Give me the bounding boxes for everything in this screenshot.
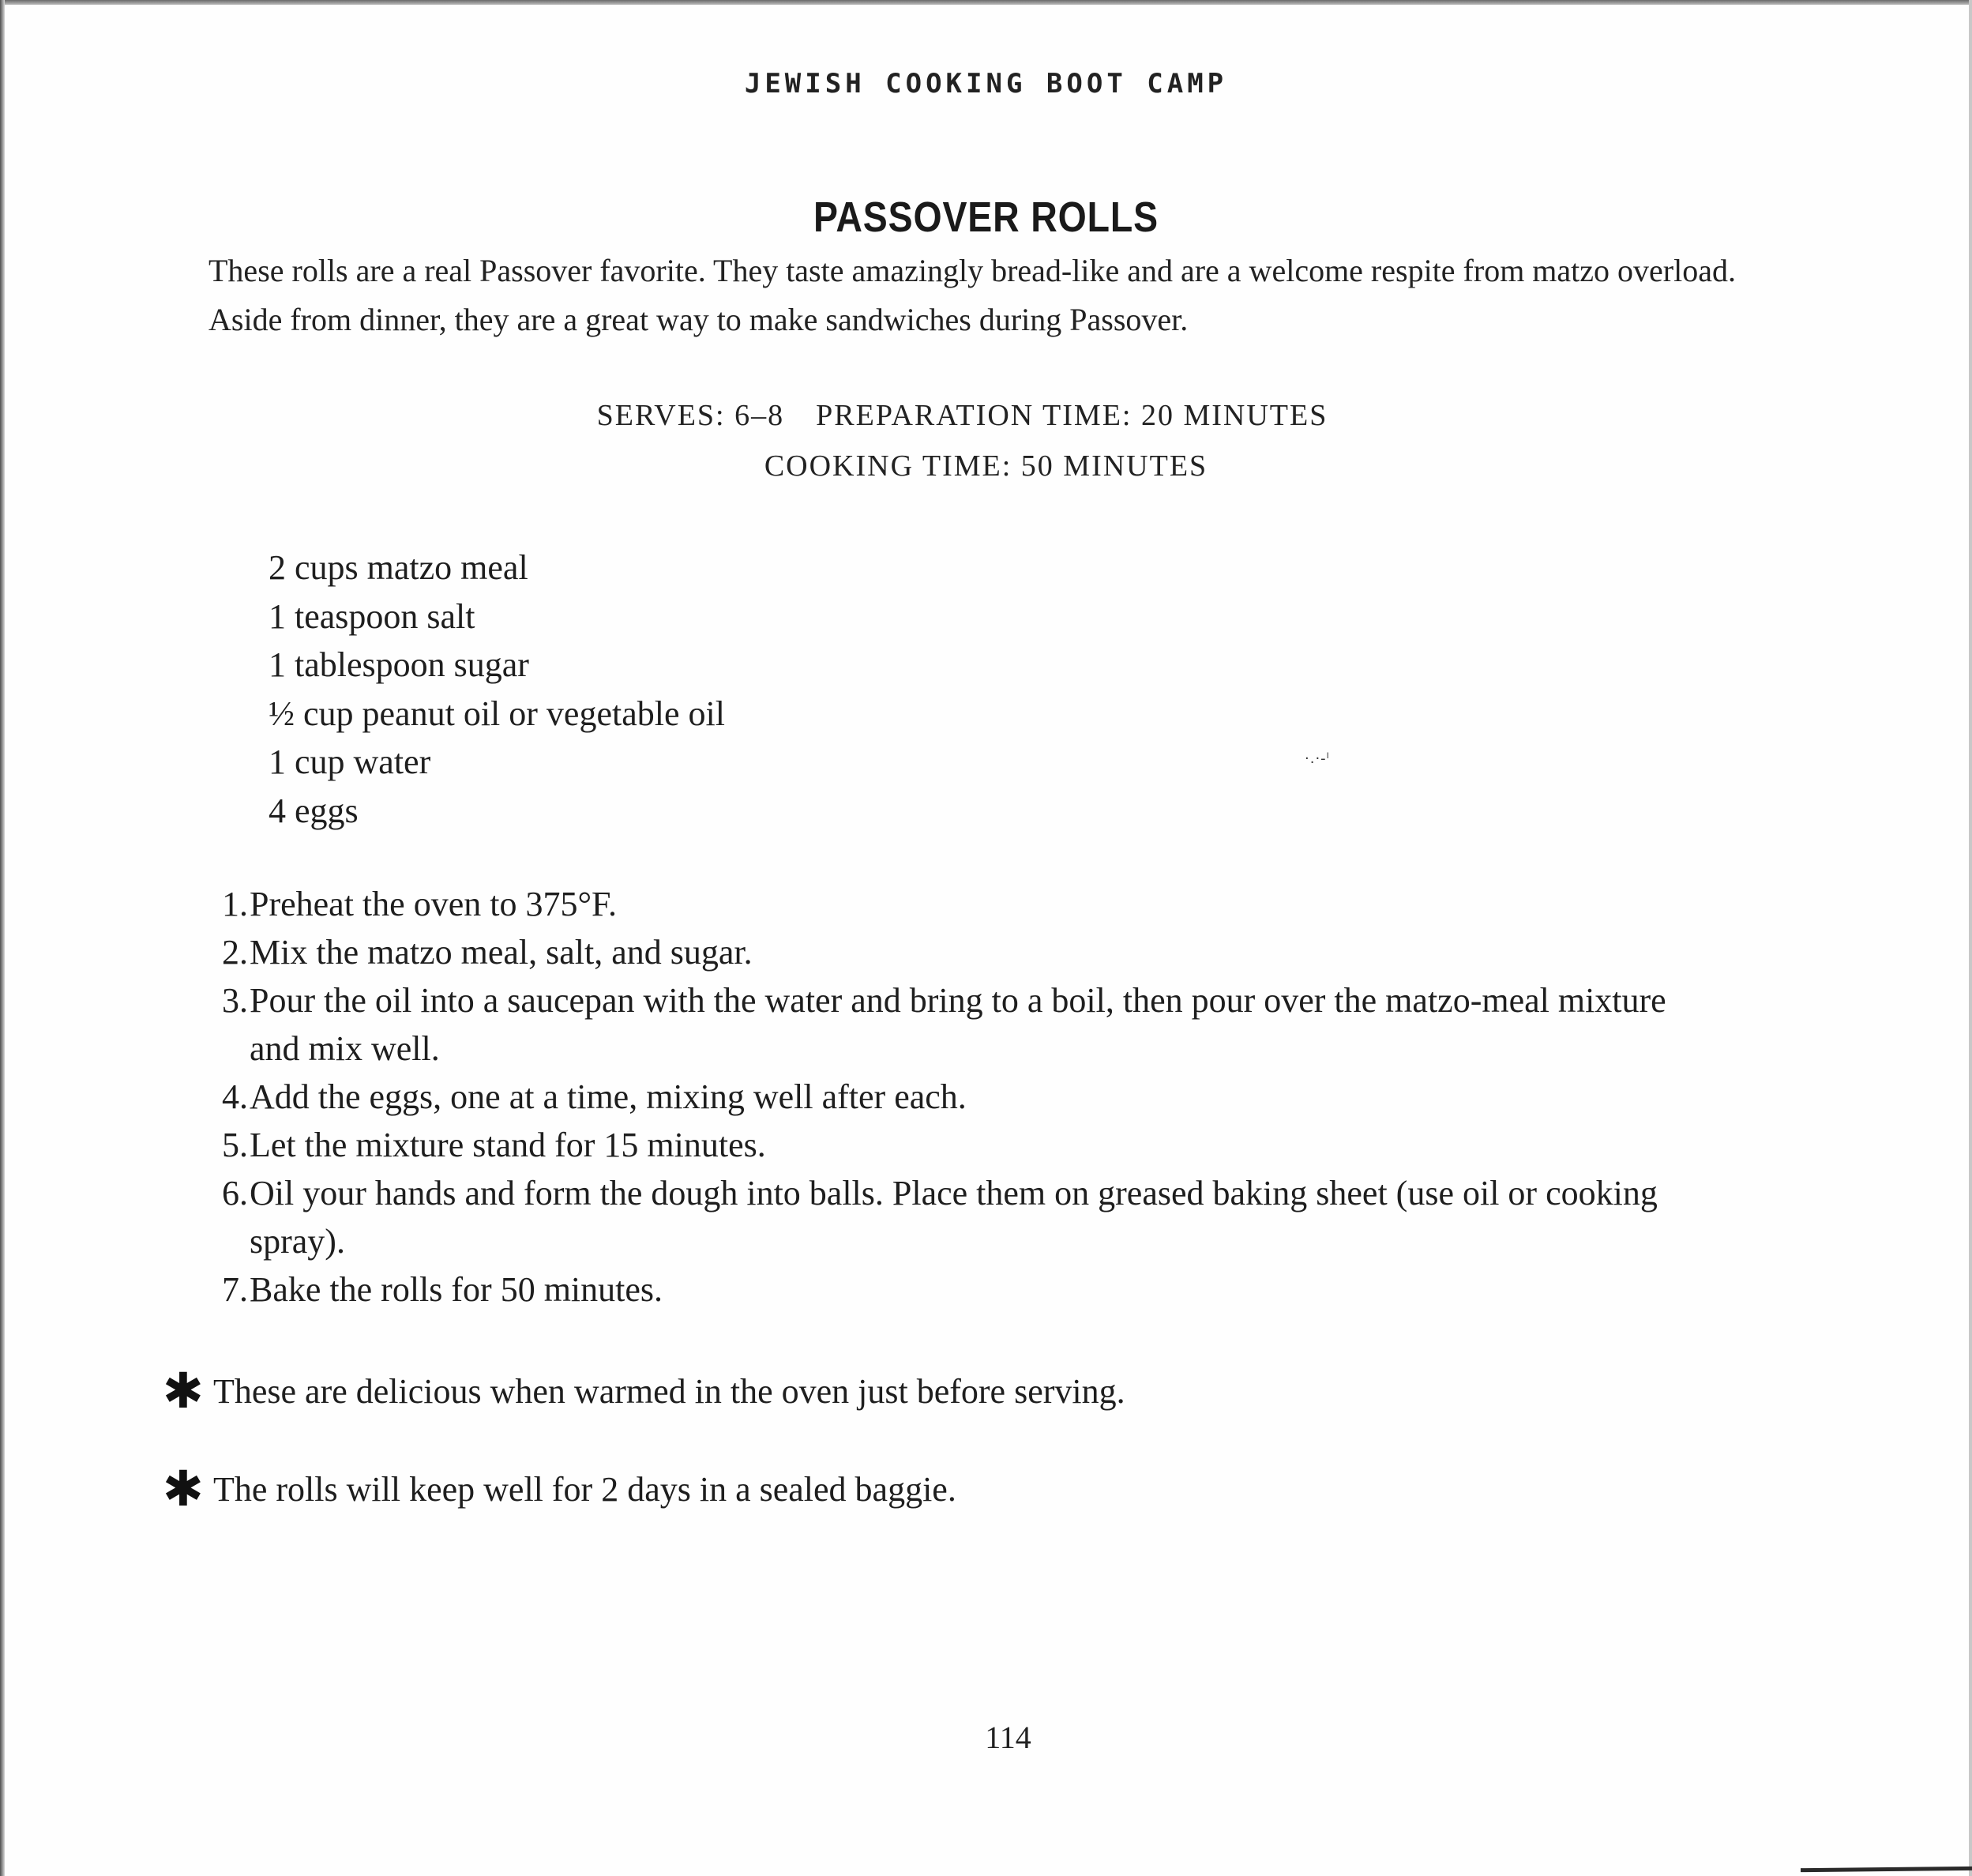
step-number: 2.	[222, 933, 248, 972]
instruction-step	[207, 976, 1707, 1073]
instruction-step	[207, 1265, 1707, 1314]
ingredients-list	[269, 543, 725, 835]
step-text: Preheat the oven to 375°F.	[250, 885, 617, 923]
cook-time: COOKING TIME: 50 MINUTES	[764, 449, 1208, 483]
serves: SERVES: 6–8	[596, 399, 785, 432]
asterisk-icon: ✱	[163, 1362, 204, 1419]
running-head: JEWISH COOKING BOOT CAMP	[744, 68, 1228, 100]
scan-speck: ·.·-ˡ	[1305, 750, 1330, 767]
instruction-step	[207, 1169, 1707, 1265]
step-text: Bake the rolls for 50 minutes.	[250, 1270, 663, 1309]
instruction-step	[207, 1121, 1707, 1169]
instruction-step	[207, 880, 1707, 928]
scan-edge-top	[0, 0, 1972, 5]
recipe-note	[163, 1362, 1125, 1419]
step-text: Let the mixture stand for 15 minutes.	[250, 1126, 766, 1164]
ingredient-item: 1 tablespoon sugar	[269, 645, 529, 684]
prep-time: PREPARATION TIME: 20 MINUTES	[816, 399, 1328, 432]
step-number: 1.	[222, 885, 248, 923]
ingredient-item: 4 eggs	[269, 791, 359, 830]
recipe-intro: These rolls are a real Passover favorite. They taste amazingly bread-like and are a welcome respite from matzo overload. Aside from dinner, they are a great way to make sandwiches during Passover.	[208, 253, 1736, 337]
scan-edge-left	[0, 0, 5, 1876]
recipe-title: PASSOVER ROLLS	[813, 194, 1159, 241]
recipe-note	[163, 1460, 956, 1517]
step-number: 5.	[222, 1126, 248, 1164]
instruction-step	[207, 1073, 1707, 1121]
instructions-list	[207, 880, 1707, 1314]
ingredient-item: 2 cups matzo meal	[269, 548, 528, 587]
scan-edge-right	[1969, 0, 1972, 1876]
step-number: 3.	[222, 981, 248, 1020]
page-number: 114	[985, 1720, 1031, 1755]
step-text: Mix the matzo meal, salt, and sugar.	[250, 933, 753, 972]
ingredient-item: 1 cup water	[269, 743, 431, 781]
instruction-step	[207, 928, 1707, 976]
scan-edge-bottom	[1801, 1867, 1972, 1872]
step-text: Oil your hands and form the dough into balls. Place them on greased baking sheet (use oil or cooking spray).	[250, 1174, 1658, 1261]
asterisk-icon: ✱	[163, 1460, 204, 1517]
step-number: 6.	[222, 1174, 248, 1212]
step-text: Pour the oil into a saucepan with the water and bring to a boil, then pour over the matzo-meal mixture and mix well.	[250, 981, 1666, 1068]
step-number: 4.	[222, 1077, 248, 1116]
note-text: The rolls will keep well for 2 days in a sealed baggie.	[213, 1469, 956, 1509]
ingredient-item: 1 teaspoon salt	[269, 596, 475, 636]
recipe-meta-line-1	[0, 398, 1948, 433]
ingredient-item: ½ cup peanut oil or vegetable oil	[269, 694, 725, 733]
step-number: 7.	[222, 1270, 248, 1309]
step-text: Add the eggs, one at a time, mixing well after each.	[250, 1077, 967, 1116]
note-text: These are delicious when warmed in the oven just before serving.	[213, 1371, 1125, 1411]
